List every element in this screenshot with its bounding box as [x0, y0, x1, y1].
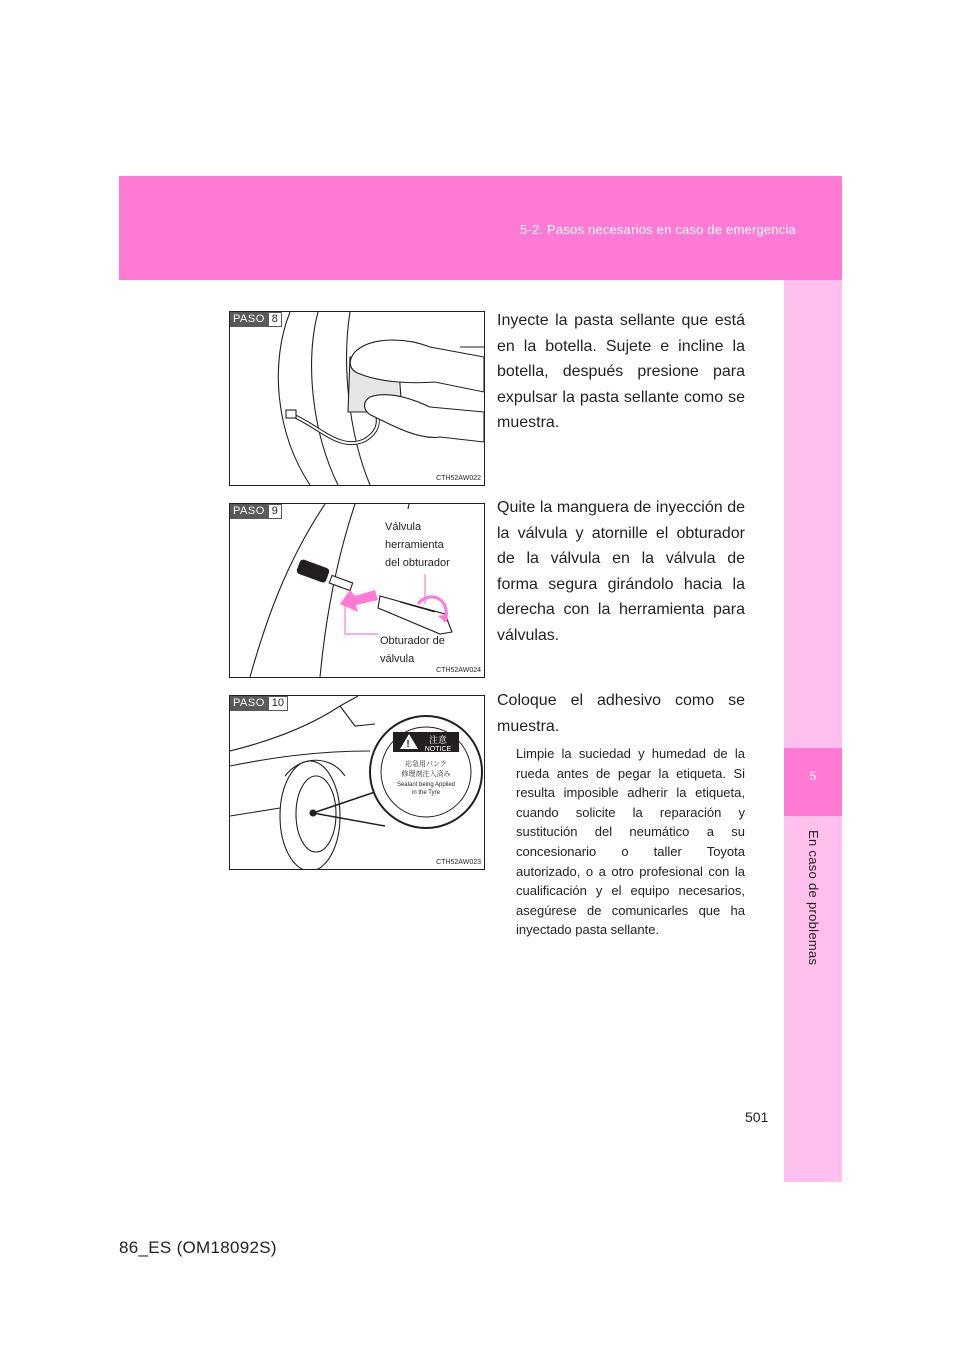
- paso-badge-9: PASO 9: [230, 504, 282, 519]
- sticker-line1: 応急用パンク: [405, 760, 447, 768]
- section-title: 5-2. Pasos necesarios en caso de emergencia: [520, 222, 796, 237]
- figure-code: CTH52AW023: [436, 859, 481, 866]
- figure-step-10: [229, 695, 485, 870]
- manual-code: 86_ES (OM18092S): [119, 1238, 277, 1257]
- figure-code: CTH52AW024: [436, 667, 481, 674]
- page-number: 501: [745, 1109, 769, 1125]
- step-10-note: Limpie la suciedad y humedad de la rueda antes de pegar la etiqueta. Si resulta imposible adherir la etiqueta, cuando solicite la reparación y sustitución del neumático a su concesionario o taller Toyota autorizado, o a otro profesional con la cualificación y el equipo necesarios, asegúrese de comunicarles que ha inyectado pasta sellante.: [516, 746, 745, 938]
- header-band: [119, 176, 842, 280]
- callout-valve-core: Obturador de válvula: [380, 635, 445, 665]
- chapter-title: En caso de problemas: [806, 830, 821, 966]
- svg-text:!: !: [406, 739, 410, 750]
- sticker-title: 注意: [428, 736, 448, 746]
- chapter-number: 5: [784, 748, 842, 816]
- sticker-notice: NOTICE: [424, 746, 452, 753]
- paso-badge-10: PASO 10: [230, 696, 288, 711]
- chapter-side-tab: [784, 280, 842, 1182]
- sticker-line4: in the Tyre: [412, 790, 440, 796]
- step-9-text: Quite la manguera de inyección de la válvula y atornille el obturador de la válvula en la válvula de forma segura girándolo hacia la derecha con la herramienta para válvulas.: [497, 499, 745, 644]
- figure-code: CTH52AW022: [436, 475, 481, 482]
- step-10-text: Coloque el adhesivo como se muestra.: [497, 692, 745, 735]
- illustration-sticker-placement: [230, 696, 484, 869]
- callout-valve-tool: Válvula herramienta del obturador: [385, 521, 450, 569]
- illustration-inject-sealant: [230, 312, 484, 485]
- figure-step-9: [229, 503, 485, 678]
- sticker-line2: 修理剤注入済み: [401, 770, 451, 778]
- sticker-line3: Sealant being Applied: [396, 782, 456, 788]
- step-8-text: Inyecte la pasta sellante que está en la botella. Sujete e incline la botella, después presione para expulsar la pasta sellante como se muestra.: [497, 312, 745, 432]
- figure-step-8: [229, 311, 485, 486]
- paso-badge-8: PASO 8: [230, 312, 282, 327]
